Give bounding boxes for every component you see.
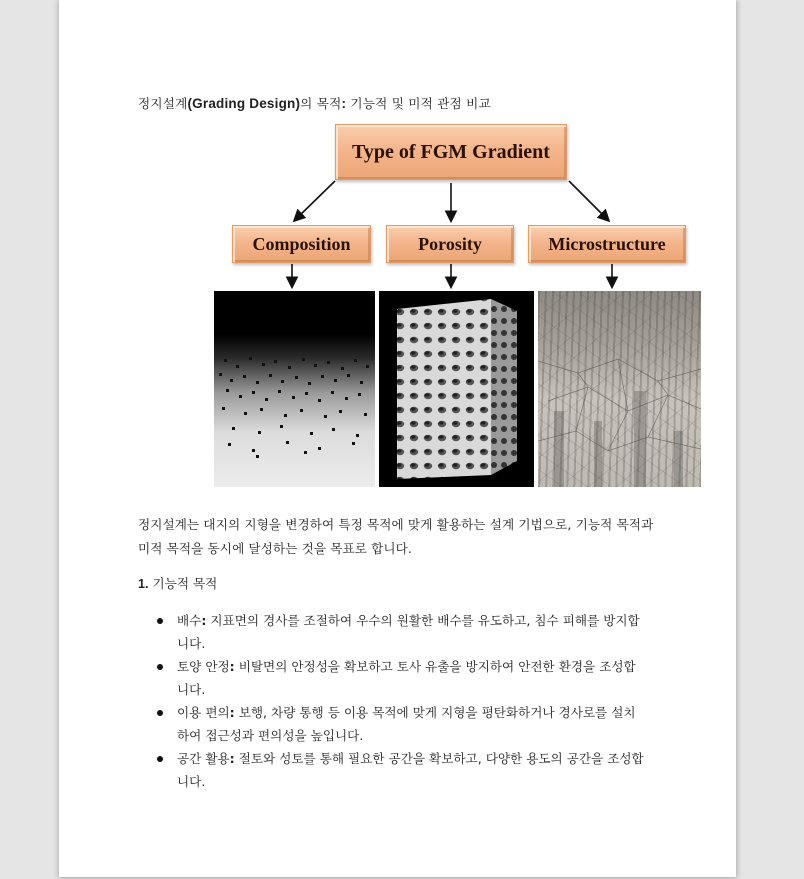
- porosity-lattice-image: [379, 291, 534, 487]
- section-heading-functional: [138, 573, 217, 592]
- item-text: 보행, 차량 통행 등 이용 목적에 맞게 지형을 평탄화하거나 경사로를 설치하여 접근성과 편의성을 높입니다.: [177, 705, 636, 743]
- item-text: 절토와 성토를 통해 필요한 공간을 확보하고, 다양한 용도의 공간을 조성합니다.: [177, 751, 644, 789]
- list-item-soil-stability: [155, 655, 645, 701]
- list-item-drainage: [155, 609, 645, 655]
- item-text: 비탈면의 안정성을 확보하고 토사 유출을 방지하여 안전한 환경을 조성합니다.: [177, 659, 636, 697]
- functional-purpose-list: [155, 609, 645, 793]
- item-text: 지표면의 경사를 조절하여 우수의 원활한 배수를 유도하고, 침수 피해를 방지합니다.: [177, 613, 640, 651]
- microstructure-micrograph-image: [538, 291, 701, 487]
- document-page: [59, 0, 736, 877]
- fgm-root-box: Type of FGM Gradient: [335, 124, 567, 180]
- heading-suffix: 의 목적: [300, 96, 342, 111]
- fgm-composition-box: Composition: [232, 225, 371, 263]
- section-title-text: 기능적 목적: [148, 576, 218, 591]
- item-colon: :: [229, 659, 235, 674]
- document-heading: [138, 93, 491, 112]
- fgm-gradient-figure: [153, 120, 666, 490]
- item-term: 이용 편의: [177, 705, 230, 720]
- item-colon: :: [229, 751, 235, 766]
- heading-bold-term: (Grading Design): [187, 96, 301, 111]
- bullet-icon: [157, 664, 163, 670]
- item-term: 공간 활용: [177, 751, 230, 766]
- bullet-icon: [157, 710, 163, 716]
- bullet-icon: [157, 618, 163, 624]
- heading-prefix: 정지설계: [138, 96, 188, 111]
- fgm-microstructure-box: Microstructure: [528, 225, 686, 263]
- intro-paragraph: 정지설계는 대지의 지형을 변경하여 특정 목적에 맞게 활용하는 설계 기법으로, 기능적 목적과 미적 목적을 동시에 달성하는 것을 목표로 합니다.: [138, 517, 654, 556]
- bullet-icon: [157, 756, 163, 762]
- composition-gradient-image: [214, 291, 375, 487]
- list-item-space-utilization: [155, 747, 645, 793]
- heading-rest: 기능적 및 미적 관점 비교: [346, 96, 491, 111]
- item-colon: :: [201, 613, 207, 628]
- item-colon: :: [229, 705, 235, 720]
- fgm-porosity-box: Porosity: [386, 225, 514, 263]
- item-term: 배수: [177, 613, 202, 628]
- heading-colon: :: [341, 96, 347, 111]
- section-number: 1.: [138, 577, 149, 591]
- list-item-usability: [155, 701, 645, 747]
- item-term: 토양 안정: [177, 659, 230, 674]
